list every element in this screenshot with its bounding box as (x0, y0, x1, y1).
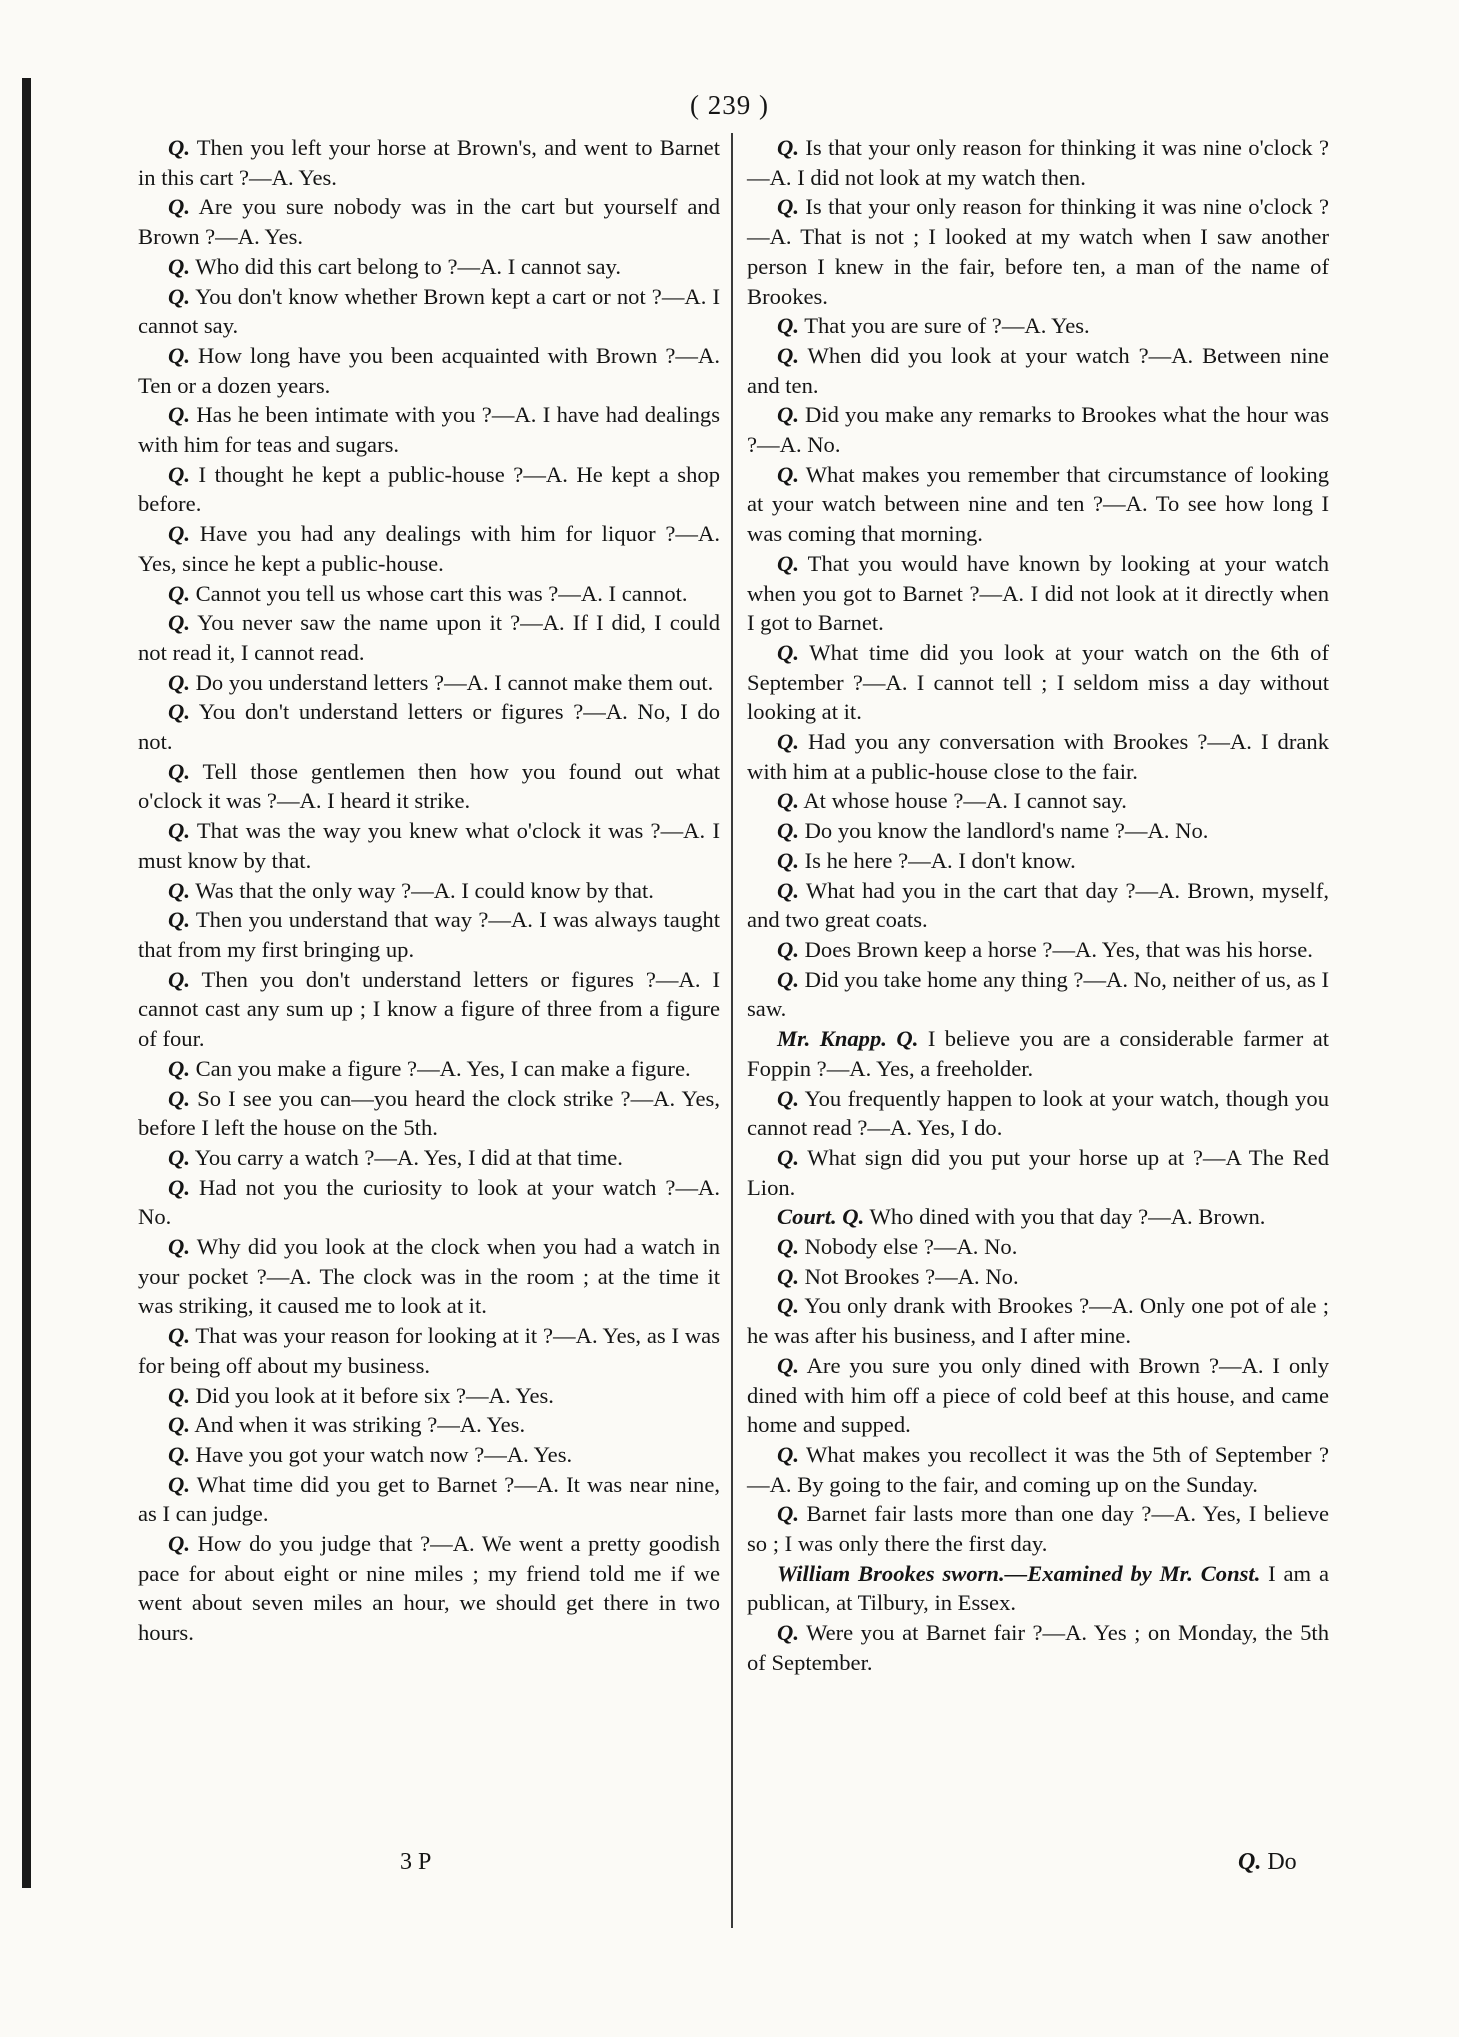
qa-paragraph: Q. Who did this cart belong to ?—A. I cannot say. (168, 253, 622, 279)
qa-paragraph: Q. You don't know whether Brown kept a cart or not ?—A. I cannot say. (138, 283, 720, 339)
qa-paragraph: Q. At whose house ?—A. I cannot say. (777, 788, 1127, 814)
qa-paragraph: Q. Is that your only reason for thinking it was nine o'clock ?—A. I did not look at my watch then. (747, 135, 1329, 190)
qa-paragraph: Q. That you are sure of ?—A. Yes. (777, 313, 1090, 339)
qa-paragraph: Q. Then you understand that way ?—A. I was always taught that from my first bringing up. (138, 907, 720, 962)
qa-paragraph: Q. What time did you look at your watch on the 6th of September ?—A. I cannot tell ; I seldom miss a day without looking at it. (747, 639, 1329, 725)
left-column (138, 133, 720, 1648)
qa-paragraph: Q. Was that the only way ?—A. I could know by that. (168, 877, 654, 903)
column-divider (731, 133, 733, 1928)
qa-paragraph: Q. Does Brown keep a horse ?—A. Yes, that was his horse. (777, 936, 1313, 962)
qa-paragraph: Q. That was your reason for looking at it ?—A. Yes, as I was for being off about my business. (138, 1323, 720, 1378)
qa-paragraph: Q. Can you make a figure ?—A. Yes, I can make a figure. (168, 1055, 691, 1081)
qa-paragraph: Court. Q. Who dined with you that day ?—A. Brown. (777, 1204, 1266, 1230)
qa-paragraph: Q. What makes you remember that circumstance of looking at your watch between nine and ten ?—A. To see how long I was coming that morning. (747, 461, 1329, 547)
page-number: ( 239 ) (690, 90, 769, 120)
signature-mark: 3 P (400, 1849, 432, 1875)
qa-paragraph: Q. What makes you recollect it was the 5th of September ?—A. By going to the fair, and coming up on the Sunday. (747, 1441, 1329, 1497)
right-column (747, 133, 1329, 1678)
catchword-q-marker: Q. (1238, 1849, 1262, 1875)
qa-paragraph: Q. Do you understand letters ?—A. I cannot make them out. (168, 669, 714, 695)
qa-paragraph: Mr. Knapp. Q. I believe you are a considerable farmer at Foppin ?—A. Yes, a freeholder. (747, 1026, 1329, 1081)
qa-paragraph: Q. Has he been intimate with you ?—A. I have had dealings with him for teas and sugars. (138, 402, 720, 458)
page-edge-rule (22, 78, 31, 1888)
qa-paragraph: Q. How do you judge that ?—A. We went a pretty goodish pace for about eight or nine miles ; my friend told me if we went about seven miles an hour, we should get there in two hours. (138, 1531, 720, 1646)
qa-paragraph: Q. You only drank with Brookes ?—A. Only one pot of ale ; he was after his business, and I after mine. (747, 1293, 1329, 1349)
qa-paragraph: Q. Not Brookes ?—A. No. (777, 1263, 1019, 1289)
qa-paragraph: Q. Did you make any remarks to Brookes what the hour was ?—A. No. (747, 402, 1329, 458)
qa-paragraph: Q. You carry a watch ?—A. Yes, I did at that time. (168, 1144, 623, 1170)
qa-paragraph: Q. Tell those gentlemen then how you found out what o'clock it was ?—A. I heard it strike. (138, 758, 720, 814)
qa-paragraph: Q. Had not you the curiosity to look at your watch ?—A. No. (138, 1174, 720, 1230)
qa-paragraph: Q. That you would have known by looking at your watch when you got to Barnet ?—A. I did not look at it directly when I got to Barnet. (747, 550, 1329, 636)
qa-paragraph: Q. What time did you get to Barnet ?—A. It was near nine, as I can judge. (138, 1471, 720, 1527)
qa-paragraph: Q. Did you take home any thing ?—A. No, neither of us, as I saw. (747, 966, 1329, 1022)
qa-paragraph: Q. Why did you look at the clock when you had a watch in your pocket ?—A. The clock was in the room ; at the time it was striking, it caused me to look at it. (138, 1234, 720, 1319)
qa-paragraph: Q. Is that your only reason for thinking it was nine o'clock ?—A. That is not ; I looked at my watch when I saw another person I knew in the fair, before ten, a man of the name of Brookes. (747, 194, 1329, 309)
catchword-text: Do (1267, 1849, 1297, 1875)
qa-paragraph: Q. Have you had any dealings with him for liquor ?—A. Yes, since he kept a public-house. (138, 521, 720, 576)
qa-paragraph: Q. When did you look at your watch ?—A. Between nine and ten. (747, 342, 1329, 398)
qa-paragraph: Q. Were you at Barnet fair ?—A. Yes ; on Monday, the 5th of September. (747, 1620, 1329, 1675)
qa-paragraph: Q. Nobody else ?—A. No. (777, 1234, 1018, 1260)
catchword (1238, 1849, 1297, 1876)
qa-paragraph: Q. Then you don't understand letters or figures ?—A. I cannot cast any sum up ; I know a figure of three from a figure of four. (138, 966, 720, 1052)
qa-paragraph: Q. And when it was striking ?—A. Yes. (168, 1412, 526, 1438)
qa-paragraph: Q. Have you got your watch now ?—A. Yes. (168, 1441, 573, 1467)
qa-paragraph: Q. You don't understand letters or figures ?—A. No, I do not. (138, 699, 720, 755)
qa-paragraph: Q. I thought he kept a public-house ?—A. He kept a shop before. (138, 461, 720, 517)
qa-paragraph: Q. How long have you been acquainted with Brown ?—A. Ten or a dozen years. (138, 342, 720, 398)
qa-paragraph: Q. Are you sure you only dined with Brown ?—A. I only dined with him off a piece of cold beef at this house, and came home and supped. (747, 1352, 1329, 1438)
qa-paragraph: Q. Did you look at it before six ?—A. Yes. (168, 1382, 554, 1408)
qa-paragraph: Q. Are you sure nobody was in the cart but yourself and Brown ?—A. Yes. (138, 194, 720, 250)
qa-paragraph: Q. That was the way you knew what o'clock it was ?—A. I must know by that. (138, 818, 720, 873)
witness-heading: William Brookes sworn.—Examined by Mr. Const. I am a publican, at Tilbury, in Essex. (747, 1560, 1329, 1616)
qa-paragraph: Q. Then you left your horse at Brown's, and went to Barnet in this cart ?—A. Yes. (138, 135, 720, 190)
qa-paragraph: Q. Barnet fair lasts more than one day ?—A. Yes, I believe so ; I was only there the first day. (747, 1501, 1329, 1557)
qa-paragraph: Q. Cannot you tell us whose cart this was ?—A. I cannot. (168, 580, 688, 606)
qa-paragraph: Q. Do you know the landlord's name ?—A. No. (777, 818, 1209, 844)
qa-paragraph: Q. Is he here ?—A. I don't know. (777, 847, 1076, 873)
qa-paragraph: Q. So I see you can—you heard the clock strike ?—A. Yes, before I left the house on the 5th. (138, 1085, 720, 1141)
qa-paragraph: Q. You never saw the name upon it ?—A. If I did, I could not read it, I cannot read. (138, 610, 720, 665)
qa-paragraph: Q. Had you any conversation with Brookes ?—A. I drank with him at a public-house close to the fair. (747, 729, 1329, 784)
qa-paragraph: Q. What had you in the cart that day ?—A. Brown, myself, and two great coats. (747, 877, 1329, 933)
qa-paragraph: Q. What sign did you put your horse up at ?—A The Red Lion. (747, 1144, 1329, 1200)
qa-paragraph: Q. You frequently happen to look at your watch, though you cannot read ?—A. Yes, I do. (747, 1085, 1329, 1141)
